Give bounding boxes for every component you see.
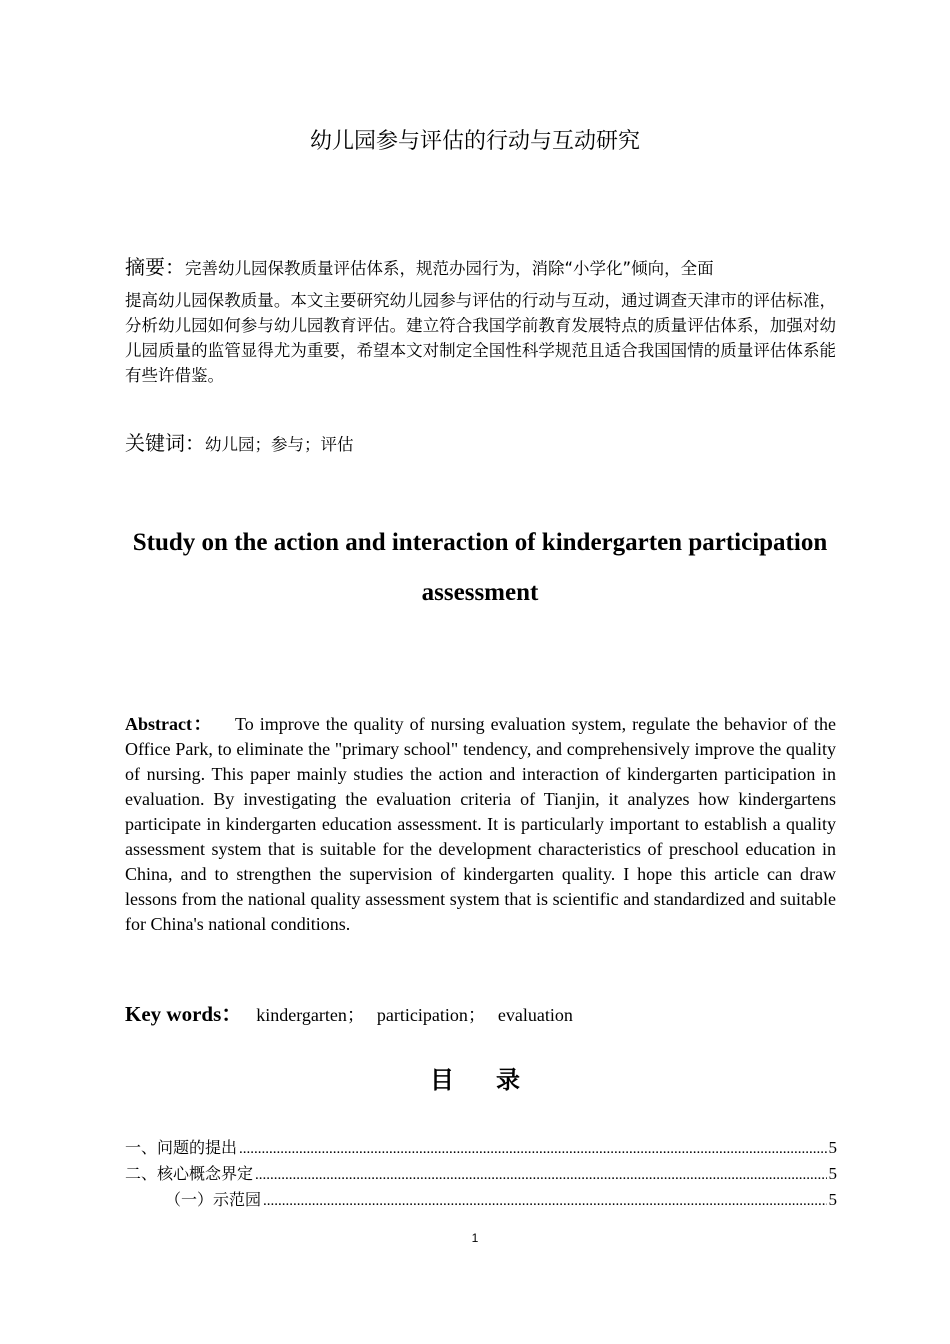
chinese-abstract-first-text: 完善幼儿园保教质量评估体系，规范办园行为，消除“小学化”倾向，全面	[185, 259, 714, 278]
english-abstract-body: To improve the quality of nursing evaluation system, regulate the behavior of the Office Park, to eliminate the "primary school" tendency, and comprehensively improve the quality of nursing. This paper mainly studies the action and interaction of kindergarten participation in evaluation. By investigating the evaluation criteria of Tianjin, it analyzes how kindergartens participate in kindergarten education assessment. It is particularly important to establish a quality assessment system that is suitable for the development characteristics of preschool education in China, and to strengthen the supervision of kindergarten quality. I hope this article can draw lessons from the national quality assessment system that is scientific and standardized and suitable for China's national conditions.	[125, 714, 837, 934]
toc-subentry[interactable]	[125, 1187, 837, 1213]
english-keyword: evaluation	[497, 1005, 573, 1025]
chinese-title: 幼儿园参与评估的行动与互动研究	[309, 129, 640, 154]
chinese-abstract-body: 提高幼儿园保教质量。本文主要研究幼儿园参与评估的行动与互动，通过调查天津市的评估标准，分析幼儿园如何参与幼儿园教育评估。建立符合我国学前教育发展特点的质量评估体系，加强对幼儿园质量的监管显得尤为重要，希望本文对制定全国性科学规范且适合我国国情的质量评估体系能有些许借鉴。	[125, 291, 836, 385]
chinese-keywords-text: 幼儿园；参与；评估	[205, 435, 354, 454]
english-keywords-label: Key words：	[125, 1002, 243, 1026]
english-keywords	[125, 998, 585, 1028]
page-number: 1	[471, 1231, 479, 1245]
toc-leader-dots	[255, 1167, 826, 1184]
toc-entry-label: 一、问题的提出	[125, 1138, 238, 1157]
english-abstract	[125, 712, 836, 937]
english-keyword: kindergarten；	[256, 1005, 365, 1025]
toc-entry-page: 5	[828, 1138, 837, 1157]
chinese-keywords-label: 关键词：	[125, 431, 205, 455]
chinese-abstract	[125, 252, 836, 388]
chinese-abstract-first-line	[125, 252, 836, 284]
toc-entry-label: 二、核心概念界定	[125, 1164, 254, 1183]
toc-entry-page: 5	[828, 1164, 837, 1183]
english-keyword: participation；	[376, 1005, 486, 1025]
chinese-abstract-label: 摘要：	[125, 255, 185, 279]
toc-entry[interactable]	[125, 1135, 837, 1161]
toc-heading: 目录	[430, 1066, 562, 1094]
toc-entry-page: 5	[828, 1190, 837, 1209]
chinese-keywords	[125, 427, 354, 456]
table-of-contents	[125, 1135, 837, 1213]
toc-entry[interactable]	[125, 1161, 837, 1187]
toc-leader-dots	[239, 1141, 826, 1158]
toc-entry-label: （一）示范园	[165, 1190, 262, 1209]
english-title: Study on the action and interaction of kindergarten participation assessment	[132, 529, 828, 606]
toc-leader-dots	[263, 1193, 826, 1210]
english-abstract-label: Abstract：	[125, 714, 213, 734]
